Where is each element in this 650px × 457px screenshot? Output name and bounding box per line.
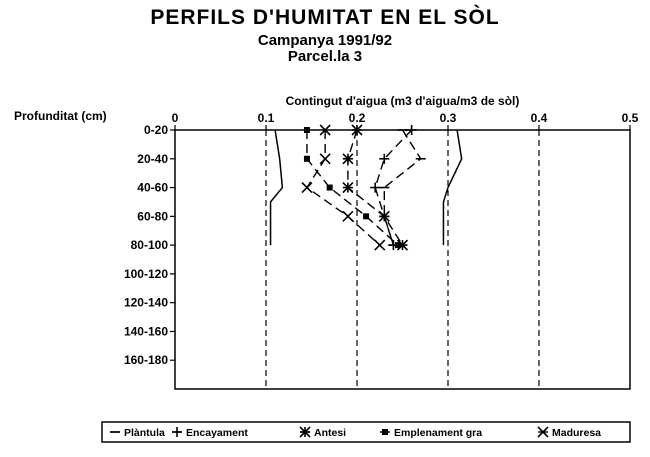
data-point-asterisk	[379, 211, 389, 221]
legend-label: Plàntula	[124, 427, 165, 439]
plot-frame	[175, 130, 630, 389]
x-tick-label: 0.2	[348, 111, 366, 125]
data-point-square	[327, 185, 333, 191]
x-axis-label: Contingut d'aigua (m3 d'aigua/m3 de sòl)	[285, 94, 520, 108]
legend-marker-plus	[172, 427, 182, 437]
chart-title: PERFILS D'HUMITAT EN EL SÒL	[150, 6, 500, 29]
legend-label: Encayament	[186, 427, 248, 439]
chart-subtitle-plot: Parcel.la 3	[287, 48, 363, 65]
legend-marker-square	[382, 429, 388, 435]
data-point-x	[320, 154, 330, 164]
legend-label: Maduresa	[552, 427, 602, 439]
y-tick-label: 140-160	[123, 324, 168, 339]
chart-subtitle-campaign: Campanya 1991/92	[257, 32, 393, 49]
x-tick-label: 0.1	[257, 111, 275, 125]
data-point-square	[395, 242, 401, 248]
data-point-x	[302, 183, 312, 193]
data-point-plus	[370, 183, 380, 193]
limit-line-1	[271, 130, 283, 245]
y-axis-label: Profunditat (cm)	[14, 109, 107, 123]
y-tick-label: 120-140	[123, 295, 168, 310]
data-point-x	[375, 240, 385, 250]
y-tick-label: 60-80	[137, 209, 168, 224]
legend-label: Emplenament gra	[394, 427, 483, 439]
data-point-square	[304, 127, 310, 133]
data-point-asterisk	[352, 125, 362, 135]
x-tick-label: 0.4	[530, 111, 548, 125]
y-tick-label: 80-100	[130, 238, 168, 253]
y-tick-label: 160-180	[123, 353, 168, 368]
x-tick-label: 0.3	[439, 111, 457, 125]
limit-line-2	[443, 130, 461, 245]
data-point-asterisk	[343, 183, 353, 193]
y-tick-label: 40-60	[137, 180, 168, 195]
data-point-asterisk	[343, 154, 353, 164]
legend-label: Antesi	[314, 427, 347, 439]
y-tick-label: 0-20	[143, 123, 168, 137]
data-point-square	[363, 213, 369, 219]
data-point-square	[304, 156, 310, 162]
y-tick-label: 20-40	[137, 151, 168, 166]
data-point-x	[343, 211, 353, 221]
series-line-1	[384, 130, 420, 245]
x-tick-label: 0.5	[621, 111, 639, 125]
y-tick-label: 100-120	[123, 266, 168, 281]
legend-marker-asterisk	[300, 427, 310, 437]
x-tick-label: 0	[171, 111, 179, 125]
